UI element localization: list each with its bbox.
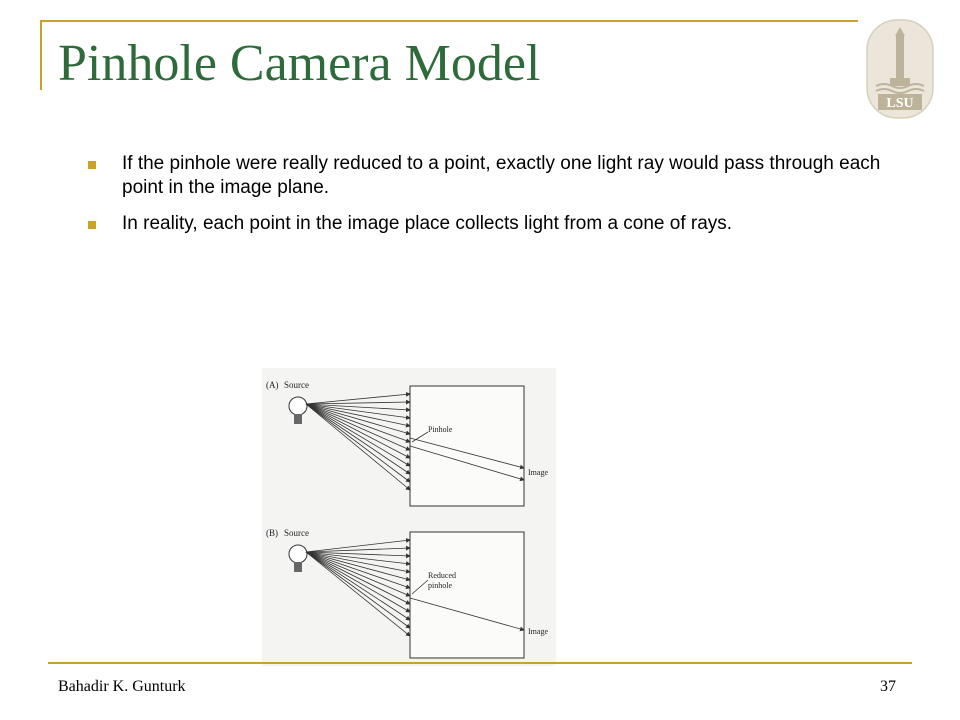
bullet-item [88,152,908,200]
page-number: 37 [880,678,896,695]
bulb-icon [289,397,307,424]
panel-a-letter: (A) [266,380,279,390]
logo-text: LSU [886,96,914,111]
panel-b-letter: (B) [266,528,278,538]
footer-author: Bahadir K. Gunturk [58,678,186,695]
pinhole-figure [262,368,556,666]
bulb-icon [289,545,307,572]
panel-a-image-label: Image [528,468,548,477]
bullet-list [88,152,908,248]
panel-b-screen [410,532,524,658]
panel-b-source-label: Source [284,528,309,538]
bullet-text: In reality, each point in the image place collects light from a cone of rays. [122,213,733,234]
panel-a-pinhole-label: Pinhole [428,425,453,434]
panel-b-pinhole-label-line2: pinhole [428,581,452,590]
footer-rule [48,662,912,664]
pinhole-diagram [262,368,556,666]
panel-b-pinhole-label-line1: Reduced [428,571,456,580]
bullet-marker [88,221,96,229]
lsu-logo [864,18,936,122]
frame-top-rule [40,20,858,22]
slide-title: Pinhole Camera Model [58,35,541,92]
frame-left-rule [40,20,42,90]
panel-a-screen [410,386,524,506]
bullet-text: If the pinhole were really reduced to a point, exactly one light ray would pass through each point in the image plane. [122,153,881,198]
bullet-marker [88,161,96,169]
panel-b-image-label: Image [528,627,548,636]
bullet-item [88,212,908,236]
panel-a-source-label: Source [284,380,309,390]
